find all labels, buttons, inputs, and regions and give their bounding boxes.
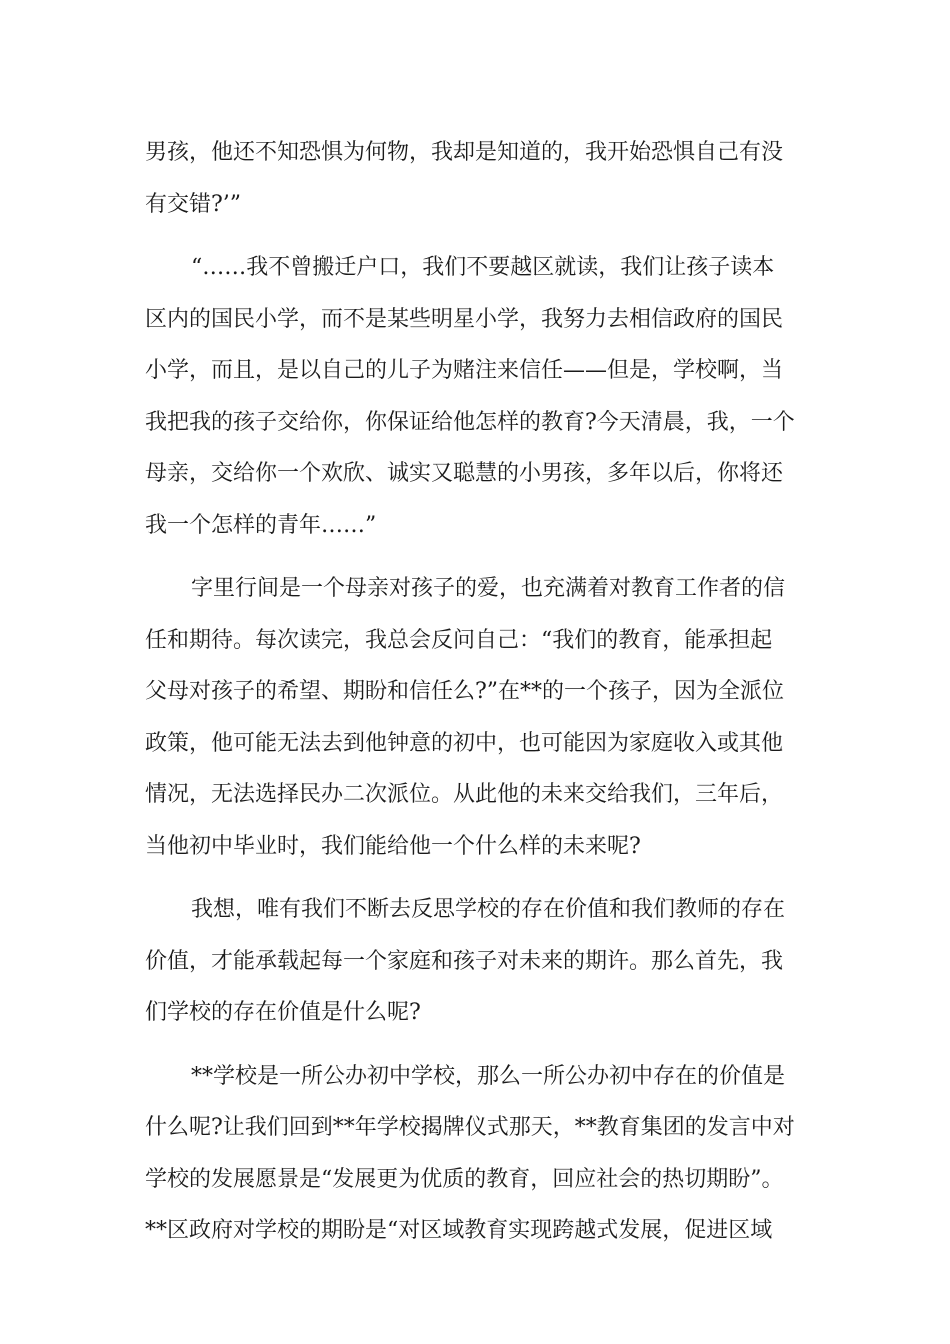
text-line: 父母对孩子的希望、期盼和信任么?”在**的一个孩子，因为全派位 [145,679,785,704]
text-line: 字里行间是一个母亲对孩子的爱，也充满着对教育工作者的信 [191,576,786,601]
text-line: 们学校的存在价值是什么呢? [145,1000,421,1025]
text-line: 我想，唯有我们不断去反思学校的存在价值和我们教师的存在 [191,897,786,922]
text-line: 什么呢?让我们回到**年学校揭牌仪式那天，**教育集团的发言中对 [145,1115,795,1140]
document-body [145,127,805,1257]
text-line: **学校是一所公办初中学校，那么一所公办初中存在的价值是 [191,1063,786,1089]
text-line: 价值，才能承载起每一个家庭和孩子对未来的期许。那么首先，我 [145,948,784,974]
text-line: 当他初中毕业时，我们能给他一个什么样的未来呢? [145,833,641,859]
paragraph-4 [145,884,805,1039]
text-line: 学校的发展愿景是“发展更为优质的教育，回应社会的热切期盼”。 [145,1166,784,1192]
text-line: 我一个怎样的青年……” [145,512,377,538]
text-line: 母亲，交给你一个欢欣、诚实又聪慧的小男孩，多年以后，你将还 [145,461,784,486]
text-line: 政策，他可能无法去到他钟意的初中，也可能因为家庭收入或其他 [145,730,784,756]
text-line: 情况，无法选择民办二次派位。从此他的未来交给我们，三年后， [145,782,784,807]
paragraph-2 [145,242,805,551]
paragraph-1 [145,127,805,230]
text-line: 小学，而且，是以自己的儿子为赌注来信任——但是，学校啊，当 [145,358,784,383]
paragraph-5 [145,1051,805,1257]
text-line: 男孩，他还不知恐惧为何物，我却是知道的，我开始恐惧自己有没 [145,140,784,165]
text-line: 任和期待。每次读完，我总会反问自己：“我们的教育，能承担起 [145,627,773,653]
text-line: 我把我的孩子交给你，你保证给他怎样的教育?今天清晨，我，一个 [145,409,795,435]
text-line: 有交错?’” [145,191,242,217]
text-line: 区内的国民小学，而不是某些明星小学，我努力去相信政府的国民 [145,306,784,332]
text-line: “……我不曾搬迁户口，我们不要越区就读，我们让孩子读本 [191,255,775,280]
text-line: **区政府对学校的期盼是“对区域教育实现跨越式发展，促进区域 [145,1218,773,1243]
paragraph-3 [145,563,805,872]
